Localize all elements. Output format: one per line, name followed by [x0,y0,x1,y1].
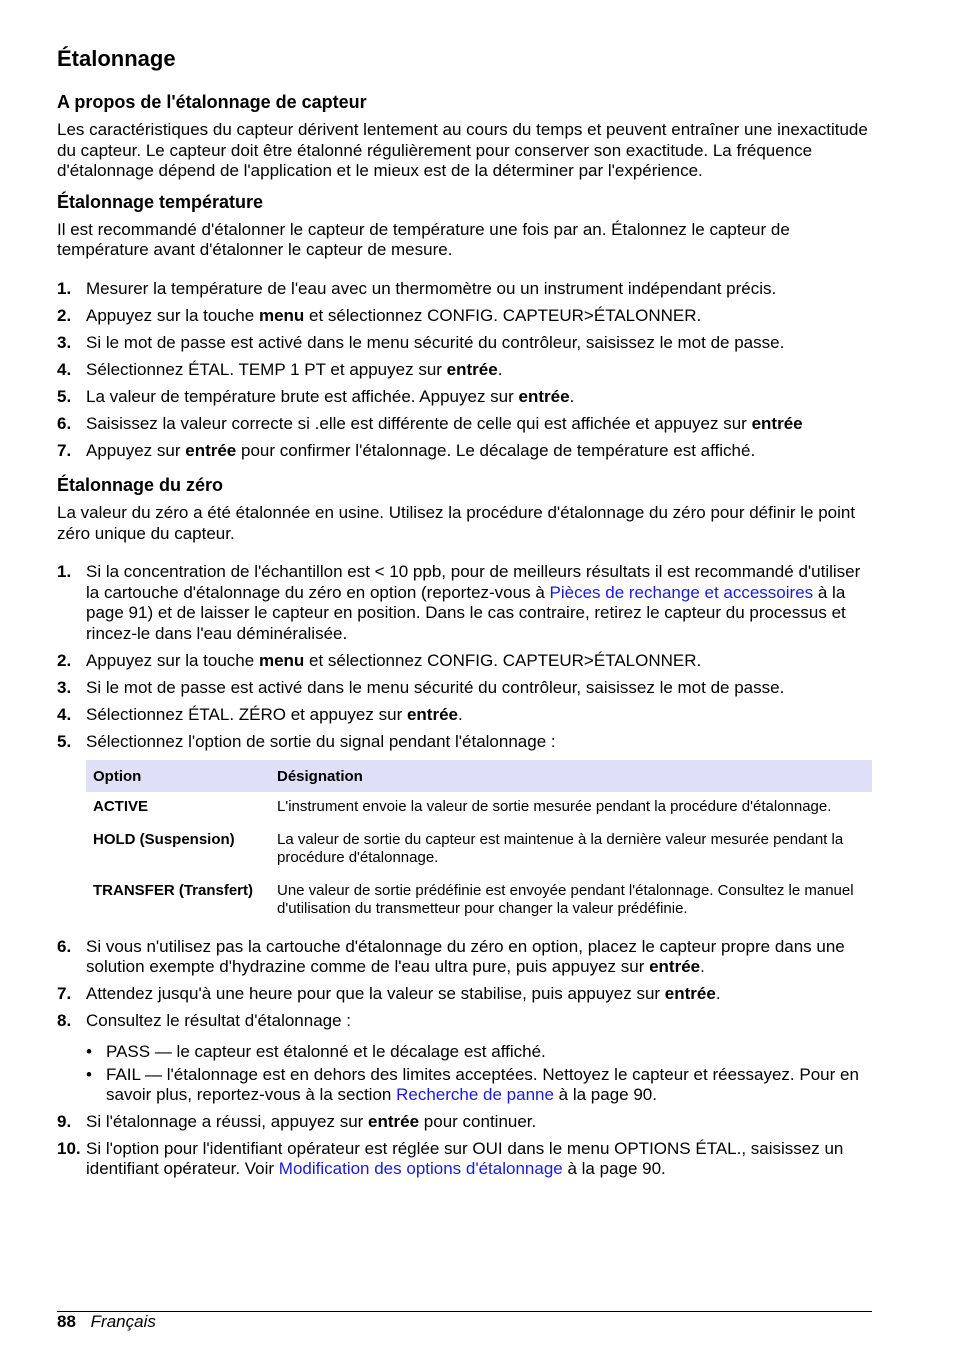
list-item [57,414,872,435]
key-label: menu [258,305,305,325]
footer-divider [57,1311,872,1312]
table-header: Option [86,760,270,792]
temperature-intro: Il est recommandé d'étalonner le capteur de température une fois par an. Étalonnez le capteur de température avant d'étalonner le capteur de mesure. [57,219,790,259]
step-text: Mesurer la température de l'eau avec un thermomètre ou un instrument indépendant précis. [86,278,777,298]
zero-steps [57,562,872,752]
step-text: Attendez jusqu'à une heure pour que la valeur se stabilise, puis appuyez sur entrée. [86,984,721,1003]
step-number: 10. [57,1138,81,1158]
option-cell: ACTIVE [93,798,149,815]
step-number: 9. [57,1111,72,1131]
step-text: Si le mot de passe est activé dans le menu sécurité du contrôleur, saisissez le mot de passe. [86,677,785,697]
step-text: Consultez le résultat d'étalonnage : [86,1011,352,1030]
key-label: entrée [751,413,803,433]
temperature-section [57,190,872,462]
troubleshooting-link[interactable]: Recherche de panne [396,1085,554,1104]
step-text: Sélectionnez l'option de sortie du signal pendant l'étalonnage : [86,731,556,751]
list-item [57,441,872,462]
table-header-row [86,760,872,792]
zero-steps-final [57,1112,872,1180]
list-item [57,678,872,699]
zero-intro: La valeur du zéro a été étalonnée en usine. Utilisez la procédure d'étalonnage du zéro pour définir le point zéro unique du capteur. [57,503,856,543]
description-cell: La valeur de sortie du capteur est maintenue à la dernière valeur mesurée pendant la procédure d'étalonnage. [277,830,844,866]
step-number: 1. [57,278,72,298]
key-label: entrée [664,984,716,1003]
bullet-text: PASS — le capteur est étalonné et le décalage est affiché. [106,1041,546,1061]
step-text: Si le mot de passe est activé dans le menu sécurité du contrôleur, saisissez le mot de passe. [86,332,785,352]
about-heading: A propos de l'étalonnage de capteur [57,92,367,112]
step-text: Si la concentration de l'échantillon est < 10 ppb, pour de meilleurs résultats il est recommandé d'utiliser la cartouche d'étalonnage du zéro en option (reportez-vous à Pièces de rechange et accessoires à la page 91) et de laisser le capteur en position. Dans le cas contraire, retirez le capteur du processus et rincez-le dans l'eau déminéralisée. [86,562,861,643]
zero-heading: Étalonnage du zéro [57,475,224,495]
key-label: entrée [368,1111,420,1131]
footer-language: Français [90,1312,156,1331]
page-footer [57,1312,156,1332]
page-title: Étalonnage [57,46,176,71]
list-item [86,1042,872,1063]
temperature-steps [57,279,872,462]
step-text: Appuyez sur entrée pour confirmer l'étalonnage. Le décalage de température est affiché. [86,440,756,460]
description-cell: Une valeur de sortie prédéfinie est envoyée pendant l'étalonnage. Consultez le manuel d'utilisation du transmetteur pour changer la valeur prédéfinie. [277,881,854,917]
list-item [57,1139,872,1180]
list-item [57,360,872,381]
key-label: entrée [446,359,498,379]
list-item [57,279,872,300]
key-label: entrée [406,704,458,724]
step-number: 6. [57,936,72,956]
option-cell: HOLD (Suspension) [93,830,235,848]
step-number: 5. [57,731,72,751]
bullet-icon: • [86,1064,92,1084]
step-number: 3. [57,677,72,697]
list-item [86,1065,872,1106]
step-number: 1. [57,562,72,581]
result-bullets [86,1042,872,1106]
step-number: 4. [57,359,72,379]
step-text: Si l'étalonnage a réussi, appuyez sur entrée pour continuer. [86,1111,537,1131]
calibration-options-link[interactable]: Modification des options d'étalonnage [278,1159,563,1178]
page-number: 88 [57,1312,76,1331]
step-text: Appuyez sur la touche menu et sélectionnez CONFIG. CAPTEUR>ÉTALONNER. [86,650,702,670]
step-text: Si vous n'utilisez pas la cartouche d'étalonnage du zéro en option, placez le capteur propre dans une solution exempte d'hydrazine comme de l'eau ultra pure, puis appuyez sur entrée. [86,936,845,976]
step-text: Si l'option pour l'identifiant opérateur est réglée sur OUI dans le menu OPTIONS ÉTAL., saisissez un identifiant opérateur. Voir Modification des options d'étalonnage à la page 90. [86,1138,844,1178]
step-number: 4. [57,704,72,724]
temperature-heading: Étalonnage température [57,191,264,212]
list-item [57,732,872,753]
step-number: 6. [57,413,72,433]
step-number: 7. [57,440,72,460]
about-section [57,90,872,182]
step-text: La valeur de température brute est affichée. Appuyez sur entrée. [86,386,575,406]
key-label: entrée [185,440,237,460]
bullet-icon: • [86,1041,92,1061]
document-page [57,44,872,1188]
table-row [86,825,872,876]
step-number: 2. [57,650,72,670]
list-item [57,387,872,408]
step-number: 5. [57,386,72,406]
table-header: Désignation [270,760,872,792]
list-item [57,1112,872,1133]
key-label: entrée [518,386,570,406]
zero-steps-continued [57,937,872,1032]
step-number: 3. [57,332,72,352]
zero-section [57,473,872,1180]
option-cell: TRANSFER (Transfert) [93,881,254,899]
step-text: Sélectionnez ÉTAL. TEMP 1 PT et appuyez sur entrée. [86,359,503,379]
parts-link[interactable]: Pièces de rechange et accessoires [549,582,814,602]
step-number: 8. [57,1011,72,1030]
description-cell: L'instrument envoie la valeur de sortie mesurée pendant la procédure d'étalonnage. [277,798,832,815]
about-text: Les caractéristiques du capteur dérivent lentement au cours du temps et peuvent entraîner une inexactitude du capteur. Le capteur doit être étalonné régulièrement pour conserver son exactitude. La fréquence d'étalonnage dépend de l'application et le mieux est de la déterminer par l'expérience. [57,120,868,180]
list-item [57,651,872,672]
step-text: Saisissez la valeur correcte si .elle est différente de celle qui est affichée et appuyez sur entrée [86,413,803,433]
list-item [57,937,872,978]
table-row [86,876,872,927]
bullet-text: FAIL — l'étalonnage est en dehors des limites acceptées. Nettoyez le capteur et réessayez. Pour en savoir plus, reportez-vous à la section Recherche de panne à la page 90. [106,1064,859,1104]
list-item [57,562,872,644]
step-number: 2. [57,305,72,325]
list-item [57,306,872,327]
list-item [57,705,872,726]
list-item [57,333,872,354]
step-text: Appuyez sur la touche menu et sélectionnez CONFIG. CAPTEUR>ÉTALONNER. [86,305,702,325]
list-item [57,984,872,1005]
step-number: 7. [57,984,72,1003]
key-label: entrée [649,957,701,976]
step-text: Sélectionnez ÉTAL. ZÉRO et appuyez sur entrée. [86,704,463,724]
list-item [57,1011,872,1032]
table-row [86,792,872,825]
output-options-table [86,760,872,927]
key-label: menu [258,650,305,670]
